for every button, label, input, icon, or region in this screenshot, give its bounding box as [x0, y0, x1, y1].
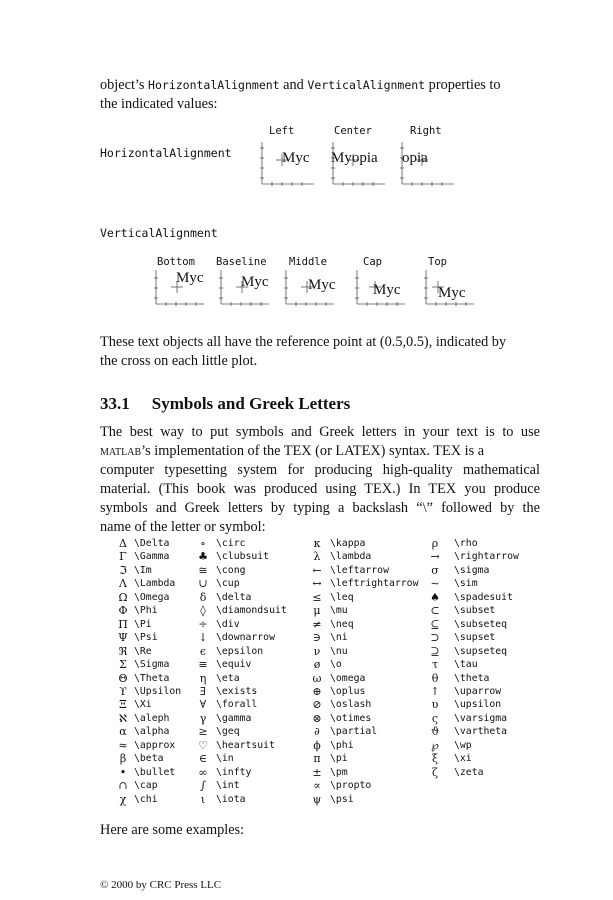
intro-text: properties to — [425, 77, 501, 93]
symbol-command: \bullet — [134, 766, 176, 778]
symbol-glyph: ♣ — [198, 550, 208, 564]
symbol-glyph: ± — [312, 765, 322, 779]
symbol-glyph: • — [119, 765, 127, 779]
code-horizontalalignment: HorizontalAlignment — [148, 78, 280, 92]
symbol-command: \partial — [330, 726, 378, 738]
symbol-command: \o — [330, 659, 342, 671]
symbol-glyph: Γ — [119, 550, 127, 564]
symbol-glyph: ϒ — [119, 684, 127, 698]
symbol-glyph: Ξ — [119, 698, 127, 712]
plot-caption-right: Right — [410, 125, 442, 137]
plot-sample-text: Myopia — [331, 150, 378, 166]
symbol-glyph: ♠ — [430, 590, 440, 604]
symbol-command: \Delta — [134, 538, 170, 549]
symbol-command: \aleph — [134, 712, 170, 724]
symbol-command: \forall — [216, 699, 258, 711]
copyright-footer: © 2000 by CRC Press LLC — [100, 879, 222, 891]
symbol-command: \Pi — [134, 618, 152, 630]
matlab-name: matlab — [100, 443, 142, 459]
reference-note-line-1: These text objects all have the reference point at (0.5,0.5), indicated by — [100, 334, 507, 350]
symbol-command: \otimes — [330, 712, 372, 724]
symbol-command: \int — [216, 780, 240, 792]
symbol-glyph: ≤ — [312, 590, 322, 604]
symbol-glyph: Ψ — [118, 631, 128, 645]
symbol-glyph: ⊘ — [312, 698, 322, 712]
symbol-glyph: ≡ — [198, 658, 208, 672]
symbol-command: \vartheta — [454, 726, 508, 738]
symbol-glyph: ∃ — [200, 684, 206, 698]
symbol-glyph: ⊃ — [430, 631, 440, 645]
symbol-glyph: Π — [118, 617, 128, 631]
symbol-command: \Gamma — [134, 551, 170, 563]
symbol-command: \sim — [454, 578, 478, 590]
symbol-glyph: ↔ — [312, 577, 322, 591]
section-title: Symbols and Greek Letters — [151, 394, 351, 413]
symbol-glyph: ϑ — [431, 725, 439, 739]
symbol-glyph: ≈ — [118, 738, 128, 752]
symbol-command: \theta — [454, 672, 490, 684]
symbol-glyph: μ — [313, 604, 321, 618]
symbol-command: \omega — [330, 672, 366, 684]
symbol-glyph: ∝ — [313, 779, 321, 793]
symbol-glyph: ♡ — [198, 738, 208, 752]
symbol-glyph: δ — [199, 590, 207, 604]
symbol-glyph: ∞ — [198, 765, 208, 779]
symbol-command: \xi — [454, 753, 472, 765]
symbol-command: \propto — [330, 780, 372, 792]
symbol-glyph: ∂ — [314, 725, 320, 739]
symbol-glyph: ⊗ — [312, 711, 322, 725]
symbol-command: \delta — [216, 591, 252, 603]
symbol-glyph: ς — [431, 711, 439, 725]
body-line-6: name of the letter or symbol: — [100, 519, 266, 535]
intro-text: and — [279, 77, 308, 93]
symbol-command: \upsilon — [454, 699, 502, 711]
symbol-glyph: θ — [431, 671, 439, 685]
symbol-glyph: ← — [312, 563, 322, 577]
symbol-glyph: ø — [313, 658, 321, 672]
symbol-command: \circ — [216, 538, 246, 549]
symbol-glyph: ∀ — [199, 698, 207, 712]
plot-caption-middle: Middle — [289, 256, 327, 268]
symbol-glyph: ⊇ — [430, 644, 440, 658]
symbol-command: \exists — [216, 685, 258, 697]
plot-caption-center: Center — [334, 125, 372, 137]
plot-caption-bottom: Bottom — [157, 256, 195, 268]
symbol-glyph: ρ — [431, 537, 439, 550]
symbol-command: \wp — [454, 739, 472, 751]
symbol-glyph: ⊆ — [430, 617, 440, 631]
symbol-command: \cong — [216, 564, 246, 576]
symbol-glyph: τ — [431, 658, 439, 672]
symbol-glyph: ⊕ — [312, 684, 322, 698]
symbol-command: \phi — [330, 739, 354, 751]
symbol-command: \leq — [330, 591, 354, 603]
symbol-glyph: ℵ — [118, 711, 128, 725]
symbol-command: \heartsuit — [216, 739, 275, 751]
symbol-glyph: Φ — [118, 604, 128, 618]
symbol-command: \alpha — [134, 726, 170, 738]
symbol-glyph: ζ — [432, 765, 438, 779]
body-line-3: computer typesetting system for producing high-quality mathematical — [100, 462, 540, 478]
symbol-command: \pi — [330, 753, 348, 765]
symbol-command: \cup — [216, 578, 240, 590]
symbol-command: \downarrow — [216, 632, 275, 644]
body-line-1: The best way to put symbols and Greek letters in your text is to use — [100, 424, 540, 440]
intro-line-2: the indicated values: — [100, 96, 218, 112]
symbol-command: \Lambda — [134, 578, 176, 590]
plot-caption-cap: Cap — [363, 256, 382, 268]
symbol-glyph: Ω — [118, 590, 128, 604]
symbol-command: \psi — [330, 793, 354, 805]
body-text: ’s implementation of the TEX (or LATEX) syntax. TEX is a — [141, 443, 485, 459]
body-line-5: symbols and Greek letters by typing a backslash “\” followed by the — [100, 500, 540, 516]
examples-line: Here are some examples: — [100, 822, 245, 838]
symbol-command: \tau — [454, 659, 478, 671]
symbol-command: \iota — [216, 793, 246, 805]
symbol-glyph: ι — [200, 792, 206, 806]
symbol-command: \oslash — [330, 699, 372, 711]
symbol-glyph: ÷ — [198, 617, 208, 631]
section-number: 33.1 — [100, 394, 130, 413]
plot-sample-text: Myc — [373, 282, 401, 298]
symbol-glyph: ϕ — [313, 738, 321, 752]
symbol-command: \Re — [134, 645, 152, 657]
symbol-glyph: ϵ — [199, 644, 207, 658]
symbol-command: \lambda — [330, 551, 372, 563]
symbol-glyph: χ — [119, 792, 127, 806]
symbol-command: \leftrightarrow — [330, 578, 419, 590]
symbol-command: \Theta — [134, 672, 170, 684]
symbol-command: \clubsuit — [216, 551, 270, 563]
symbol-command: \supset — [454, 632, 496, 644]
symbol-command: \neq — [330, 618, 354, 630]
symbol-glyph: κ — [313, 537, 321, 550]
plot-sample-text: Myc — [282, 150, 310, 166]
symbol-glyph: α — [119, 725, 127, 739]
symbol-command: \infty — [216, 766, 252, 778]
symbol-glyph: ⊂ — [430, 604, 440, 618]
reference-note-line-2: the cross on each little plot. — [100, 353, 258, 369]
plot-sample-text: Myc — [241, 274, 269, 290]
symbol-glyph: ≠ — [312, 617, 322, 631]
symbol-glyph: ∈ — [198, 752, 208, 766]
symbol-command: \leftarrow — [330, 564, 389, 576]
symbol-command: \diamondsuit — [216, 605, 287, 617]
symbol-command: \spadesuit — [454, 591, 513, 603]
symbol-glyph: ∼ — [430, 577, 440, 591]
plot-sample-text: Myc — [438, 285, 466, 301]
symbol-glyph: ℑ — [119, 563, 127, 577]
symbol-command: \epsilon — [216, 645, 264, 657]
symbol-glyph: ψ — [312, 792, 322, 806]
symbol-command: \Upsilon — [134, 685, 182, 697]
symbol-command: \gamma — [216, 712, 252, 724]
symbol-glyph: γ — [199, 711, 207, 725]
symbol-command: \div — [216, 618, 240, 630]
symbol-glyph: ξ — [431, 752, 439, 766]
symbol-glyph: → — [430, 550, 440, 564]
plot-sample-text: opia — [402, 150, 428, 166]
code-verticalalignment: VerticalAlignment — [307, 78, 426, 92]
vertical-alignment-label: VerticalAlignment — [100, 226, 218, 240]
body-line-4: material. (This book was produced using TEX.) In TEX you produce — [100, 481, 540, 497]
symbol-command: \zeta — [454, 766, 484, 778]
symbol-glyph: η — [199, 671, 207, 685]
symbol-command: \rightarrow — [454, 551, 519, 563]
symbol-command: \approx — [134, 739, 176, 751]
symbol-command: \rho — [454, 538, 478, 549]
symbol-command: \Xi — [134, 699, 152, 711]
symbol-command: \supseteq — [454, 645, 508, 657]
symbol-glyph: ◊ — [200, 604, 206, 618]
symbol-glyph: β — [119, 752, 127, 766]
symbol-glyph: ω — [312, 671, 322, 685]
symbol-command: \subseteq — [454, 618, 508, 630]
symbol-command: \ni — [330, 632, 348, 644]
symbol-command: \subset — [454, 605, 496, 617]
symbol-command: \sigma — [454, 564, 490, 576]
symbol-command: \kappa — [330, 538, 366, 549]
symbol-command: \beta — [134, 753, 164, 765]
symbol-command: \pm — [330, 766, 348, 778]
symbol-glyph: ≥ — [198, 725, 208, 739]
symbol-glyph: ∘ — [200, 537, 206, 550]
symbol-command: \varsigma — [454, 712, 508, 724]
symbol-command: \Im — [134, 564, 152, 576]
symbol-command: \equiv — [216, 659, 252, 671]
symbol-command: \mu — [330, 605, 348, 617]
symbol-glyph: Θ — [118, 671, 128, 685]
plot-caption-left: Left — [269, 125, 295, 137]
symbol-command: \eta — [216, 672, 240, 684]
symbol-command: \oplus — [330, 685, 366, 697]
symbol-command: \Phi — [134, 605, 158, 617]
horizontal-alignment-label: HorizontalAlignment — [100, 146, 232, 160]
symbol-command: \in — [216, 753, 234, 765]
symbol-glyph: Δ — [119, 537, 127, 550]
symbol-glyph: ℘ — [431, 738, 439, 752]
intro-text: object’s — [100, 77, 149, 93]
symbol-glyph: ν — [313, 644, 321, 658]
plot-caption-top: Top — [428, 256, 447, 268]
symbol-command: \Omega — [134, 591, 170, 603]
symbol-command: \Sigma — [134, 659, 170, 671]
symbol-command: \geq — [216, 726, 240, 738]
symbol-command: \cap — [134, 780, 158, 792]
symbol-glyph: ∪ — [198, 577, 208, 591]
symbol-glyph: υ — [431, 698, 439, 712]
symbol-command: \chi — [134, 793, 158, 805]
plot-sample-text: Myc — [176, 270, 204, 286]
symbol-command: \Psi — [134, 632, 158, 644]
symbol-glyph: ∫ — [200, 779, 206, 793]
plot-sample-text: Myc — [308, 277, 336, 293]
symbol-glyph: ≅ — [198, 563, 208, 577]
symbol-glyph: ∩ — [118, 779, 128, 793]
symbol-glyph: σ — [431, 563, 439, 577]
symbol-glyph: λ — [313, 550, 321, 564]
symbol-command: \nu — [330, 645, 348, 657]
symbol-glyph: Λ — [119, 577, 127, 591]
plot-caption-baseline: Baseline — [216, 256, 267, 268]
symbol-glyph: ↓ — [198, 631, 208, 645]
symbol-glyph: Σ — [119, 658, 127, 672]
symbol-glyph: π — [313, 752, 321, 766]
symbol-glyph: ∋ — [312, 631, 322, 645]
symbol-glyph: ↑ — [430, 684, 440, 698]
symbol-glyph: ℜ — [118, 644, 128, 658]
symbol-command: \uparrow — [454, 685, 502, 697]
